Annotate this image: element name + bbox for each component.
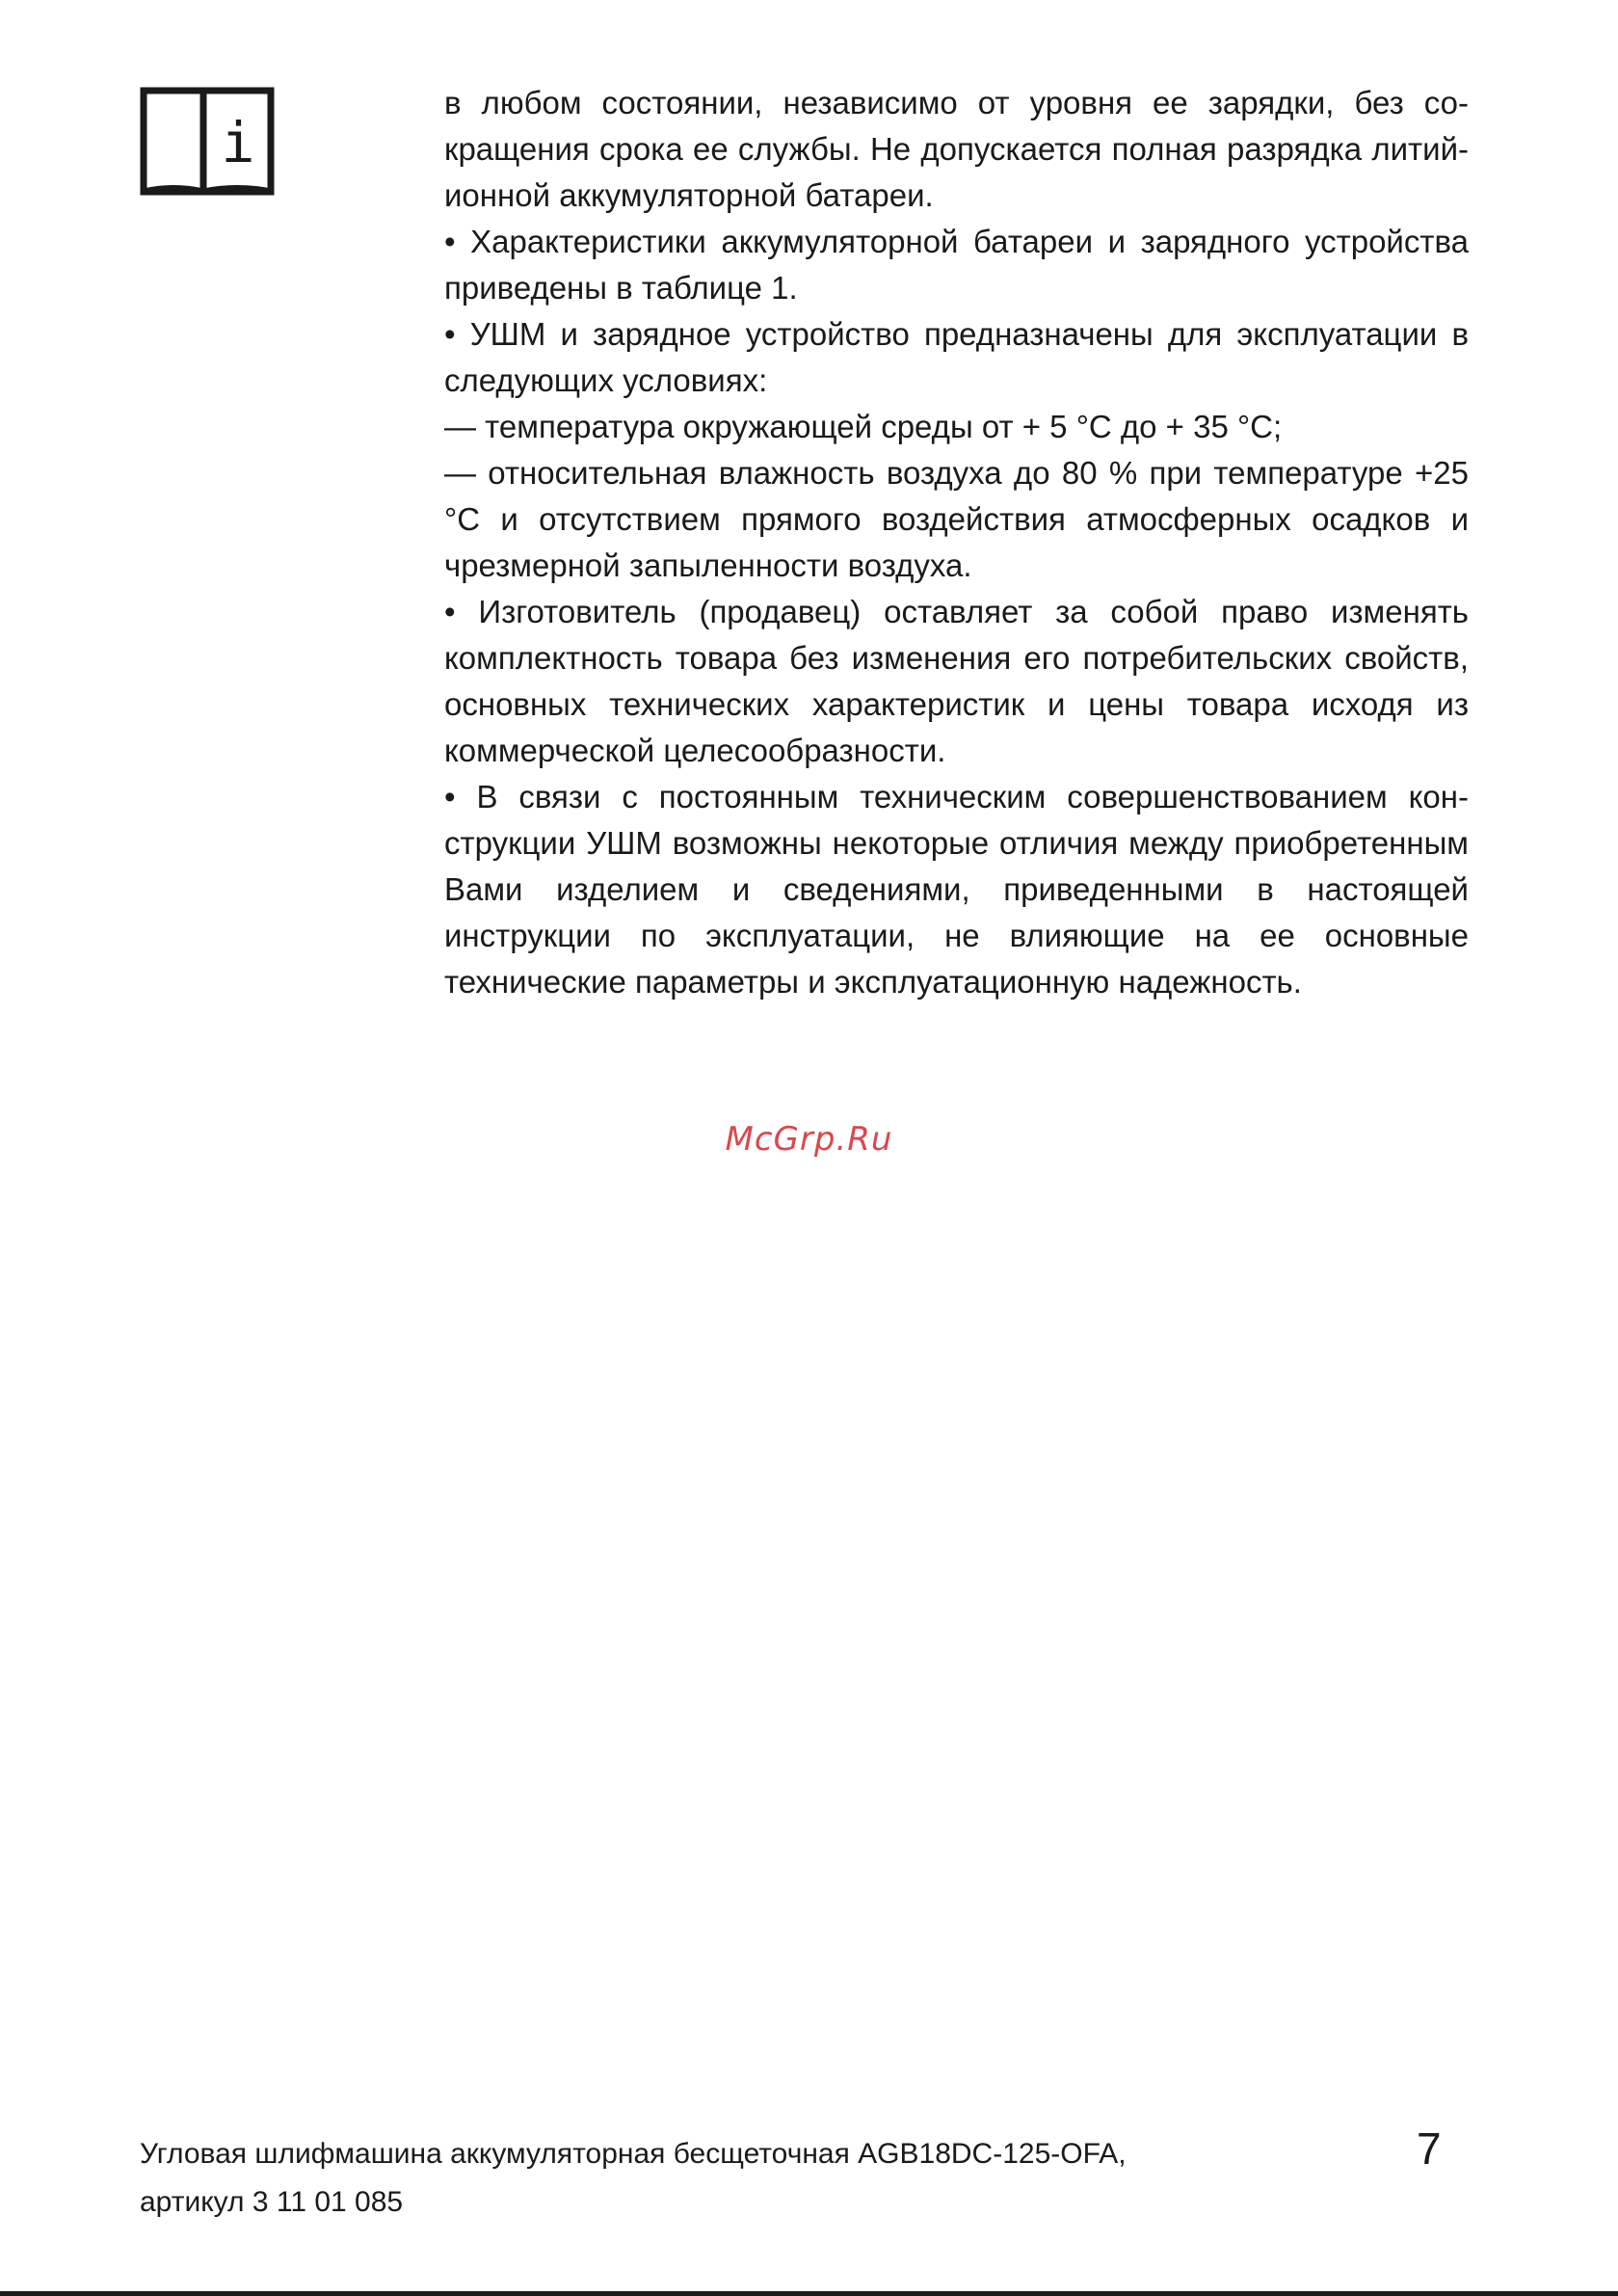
open-book-icon [140, 85, 275, 199]
footer-title-line1: Угловая шлифмашина аккумуляторная бесщеточная AGB18DC-125-OFA, [140, 2138, 1127, 2170]
paragraph-design-changes: • В связи с постоянным техническим совершенствованием конструкции УШМ возможны некоторые отличия между приобретенным Вами изделием и сведениями, приведенными в настоящей инструкции по эксплуатации, не влияющие на ее основные технические параметры и эксплуатационную надежность. [444, 779, 1469, 1000]
paragraph-battery-charge: в любом состоянии, независимо от уровня ее зарядки, без сокращения срока ее службы. Не допускается полная разрядка литий-ионной аккумуляторной батареи. [444, 85, 1469, 213]
watermark: McGrp.Ru [725, 1120, 893, 1159]
info-letter: i [221, 110, 255, 175]
read-manual-info-icon [140, 85, 275, 199]
footer-title-line2: артикул 3 11 01 085 [140, 2186, 404, 2218]
paragraph-humidity: — относительная влажность воздуха до 80 % при температуре +25 °С и отсутствием прямого воздействия атмосферных осадков и чрезмерной запыленности воздуха. [444, 455, 1469, 583]
footer-product-title [140, 2130, 1127, 2227]
bottom-divider [0, 2291, 1618, 2296]
paragraph-battery-specs: • Характеристики аккумуляторной батареи и зарядного устройства приведены в таблице 1. [444, 224, 1469, 306]
page-number: 7 [1417, 2123, 1442, 2174]
paragraph-temperature: — температура окружающей среды от + 5 °С до + 35 °С; [444, 409, 1283, 444]
paragraph-operating-conditions: • УШМ и зарядное устройство предназначены для эксплуатации в следующих условиях: [444, 316, 1469, 398]
paragraph-manufacturer-rights: • Изготовитель (продавец) оставляет за собой право изменять комплектность товара без изменения его потребительских свойств, основных технических характеристик и цены товара исходя из коммерческой целесообразности. [444, 594, 1469, 768]
instruction-text [444, 80, 1469, 1005]
